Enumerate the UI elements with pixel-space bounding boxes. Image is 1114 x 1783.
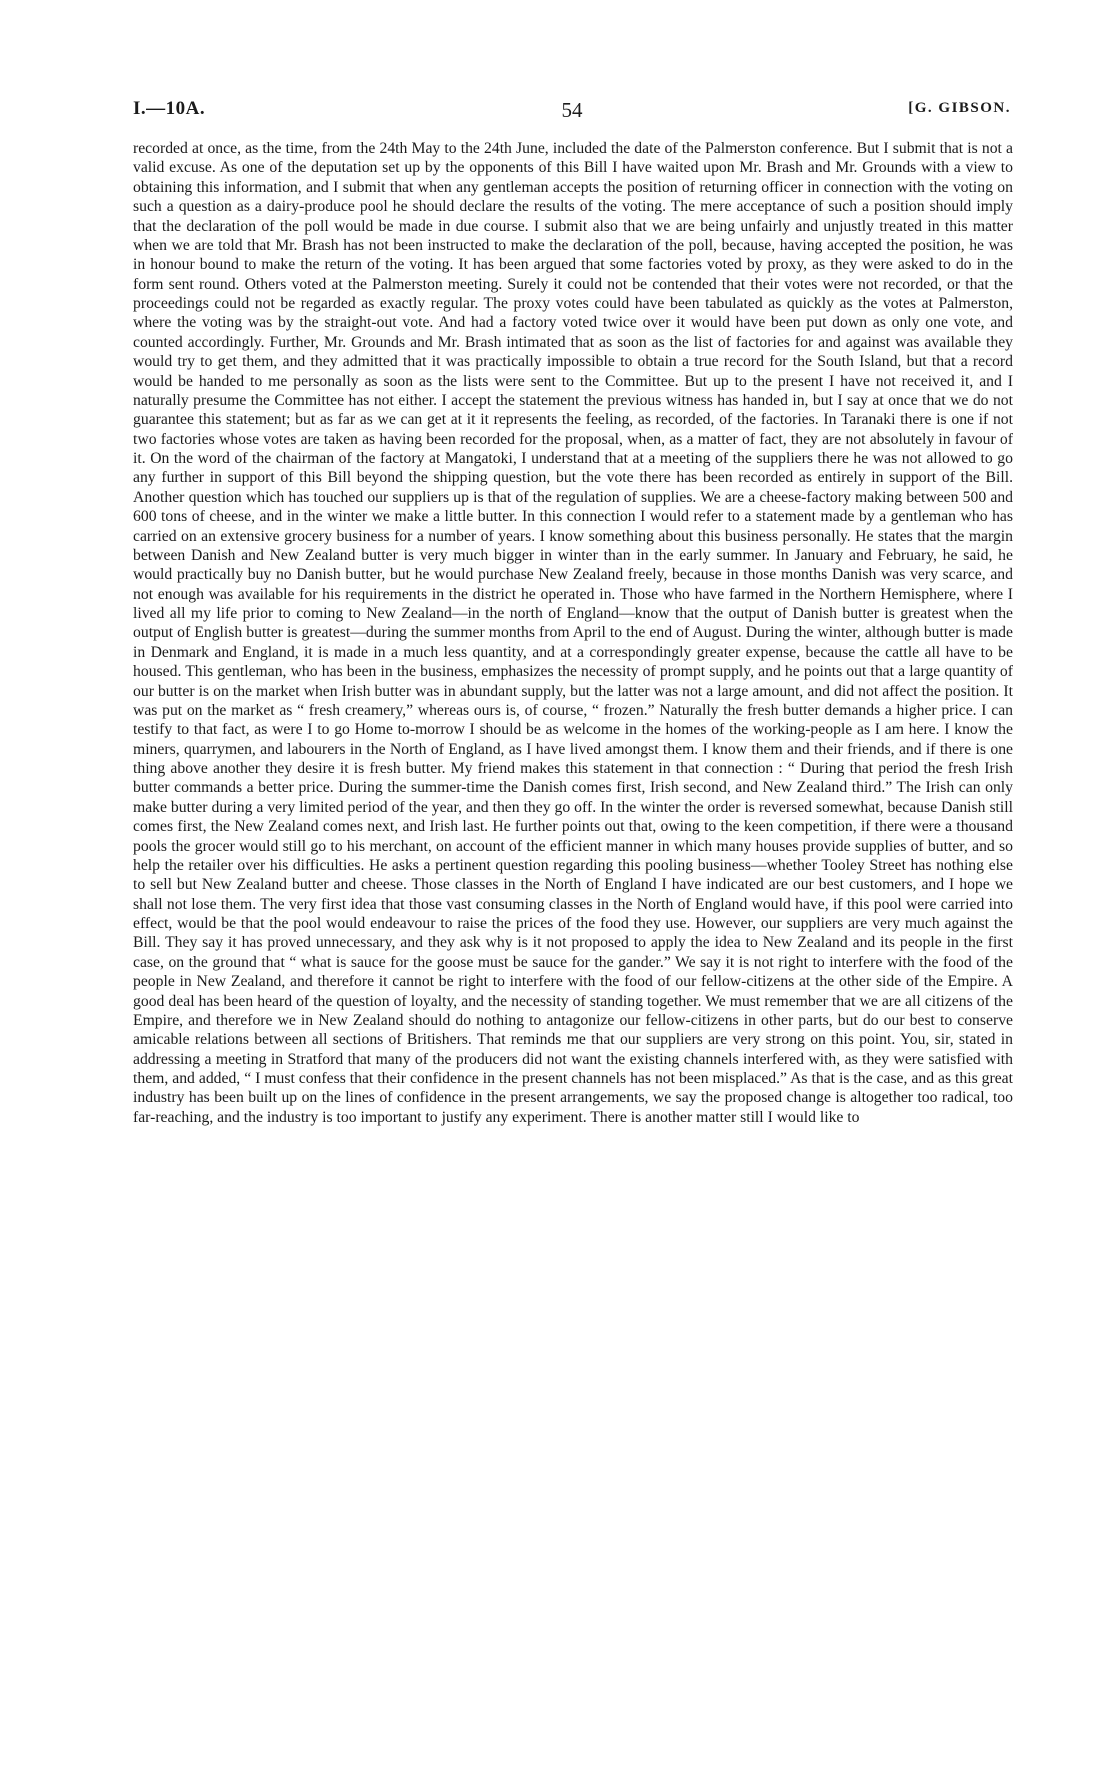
witness-name: [G. GIBSON. bbox=[908, 100, 1011, 116]
document-reference: I.—10A. bbox=[133, 98, 206, 119]
body-paragraph: recorded at once, as the time, from the 24th May to the 24th June, included the date of the Palmerston conference. But I submit that is not a valid excuse. As one of the deputation set up by the opponents of this Bill I have waited upon Mr. Brash and Mr. Grounds with a view to obtaining this information, and I submit that when any gentleman accepts the position of returning officer in connection with the voting on such a question as a dairy-produce pool he should declare the results of the voting. The mere acceptance of such a position should imply that the declaration of the poll would be made in due course. I submit also that we are being unfairly and unjustly treated in this matter when we are told that Mr. Brash has not been instructed to make the declaration of the poll, because, having accepted the position, he was in honour bound to make the return of the voting. It has been argued that some factories voted by proxy, as they were asked to do in the form sent round. Others voted at the Palmerston meeting. Surely it could not be contended that their votes were not recorded, or that the proceedings could not be regarded as exactly regular. The proxy votes could have been tabulated as quickly as the votes at Palmerston, where the voting was by the straight-out vote. And had a factory voted twice over it would have been put down as only one vote, and counted accordingly. Further, Mr. Grounds and Mr. Brash intimated that as soon as the list of factories for and against was available they would try to get them, and they admitted that it was practically impossible to obtain a true record for the South Island, but that a record would be handed to me personally as soon as the lists were sent to the Committee. But up to the present I have not received it, and I naturally presume the Committee has not either. I accept the statement the previous witness has handed in, but I say at once that we do not guarantee this statement; but as far as we can get at it it represents the feeling, as recorded, of the factories. In Taranaki there is one if not two factories whose votes are taken as having been recorded for the proposal, when, as a matter of fact, they are not absolutely in favour of it. On the word of the chairman of the factory at Mangatoki, I understand that at a meeting of the suppliers there he was not allowed to go any further in support of this Bill beyond the shipping question, but the vote there has been recorded as entirely in support of the Bill. Another question which has touched our suppliers up is that of the regulation of supplies. We are a cheese-factory making between 500 and 600 tons of cheese, and in the winter we make a little butter. In this connection I would refer to a statement made by a gentleman who has carried on an extensive grocery business for a number of years. I know something about this business personally. He states that the margin between Danish and New Zealand butter is very much bigger in winter than in the early summer. In January and February, he said, he would practically buy no Danish butter, but he would purchase New Zealand freely, because in those months Danish was very scarce, and not enough was available for his requirements in the district he operated in. Those who have farmed in the Northern Hemisphere, where I lived all my life prior to coming to New Zealand—in the north of England—know that the output of Danish butter is greatest when the output of English butter is greatest—during the summer months from April to the end of August. During the winter, although butter is made in Denmark and England, it is made in a much less quantity, and at a correspondingly greater expense, because the cattle all have to be housed. This gentleman, who has been in the business, emphasizes the necessity of prompt supply, and he points out that a large quantity of our butter is on the market when Irish butter was in abundant supply, but the latter was not a large amount, and did not affect the position. It was put on the market as “ fresh creamery,” whereas ours is, of course, “ frozen.” Naturally the fresh butter demands a higher price. I can testify to that fact, as were I to go Home to-morrow I should be as welcome in the homes of the working-people as I am here. I know the miners, quarrymen, and labourers in the North of England, as I have lived amongst them. I know them and their friends, and if there is one thing above another they desire it is fresh butter. My friend makes this statement in that connection : “ During that period the fresh Irish butter commands a better price. During the summer-time the Danish comes first, Irish second, and New Zealand third.” The Irish can only make butter during a very limited period of the year, and then they go off. In the winter the order is reversed somewhat, because Danish still comes first, the New Zealand comes next, and Irish last. He further points out that, owing to the keen competition, if there were a thousand pools the grocer would still go to his merchant, on account of the efficient manner in which many houses provide supplies of butter, and so help the retailer over his difficulties. He asks a pertinent question regarding this pooling business—whether Tooley Street has nothing else to sell but New Zealand butter and cheese. Those classes in the North of England I have indicated are our best customers, and I hope we shall not lose them. The very first idea that those vast consuming classes in the North of England would have, if this pool were carried into effect, would be that the pool would endeavour to raise the prices of the food they use. However, our suppliers are very much against the Bill. They say it has proved unnecessary, and they ask why is it not proposed to apply the idea to New Zealand and its people in the first case, on the ground that “ what is sauce for the goose must be sauce for the gander.” We say it is not right to interfere with the food of the people in New Zealand, and therefore it cannot be right to interfere with the food of our fellow-citizens at the other side of the Empire. A good deal has been heard of the question of loyalty, and the necessity of standing together. We must remember that we are all citizens of the Empire, and therefore we in New Zealand should do nothing to antagonize our fellow-citizens in other parts, but do our best to conserve amicable relations between all sections of Britishers. That reminds me that our suppliers are very strong on this point. You, sir, stated in addressing a meeting in Stratford that many of the producers did not want the existing channels interfered with, as they were satisfied with them, and added, “ I must confess that their confidence in the present channels has not been misplaced.” As that is the case, and as this great industry has been built up on the lines of confidence in the present arrangements, we say the proposed change is altogether too radical, too far-reaching, and the industry is too important to justify any experiment. There is another matter still I would like to bbox=[133, 140, 1013, 1126]
page-header bbox=[133, 98, 1011, 126]
page-number: 54 bbox=[561, 98, 583, 122]
